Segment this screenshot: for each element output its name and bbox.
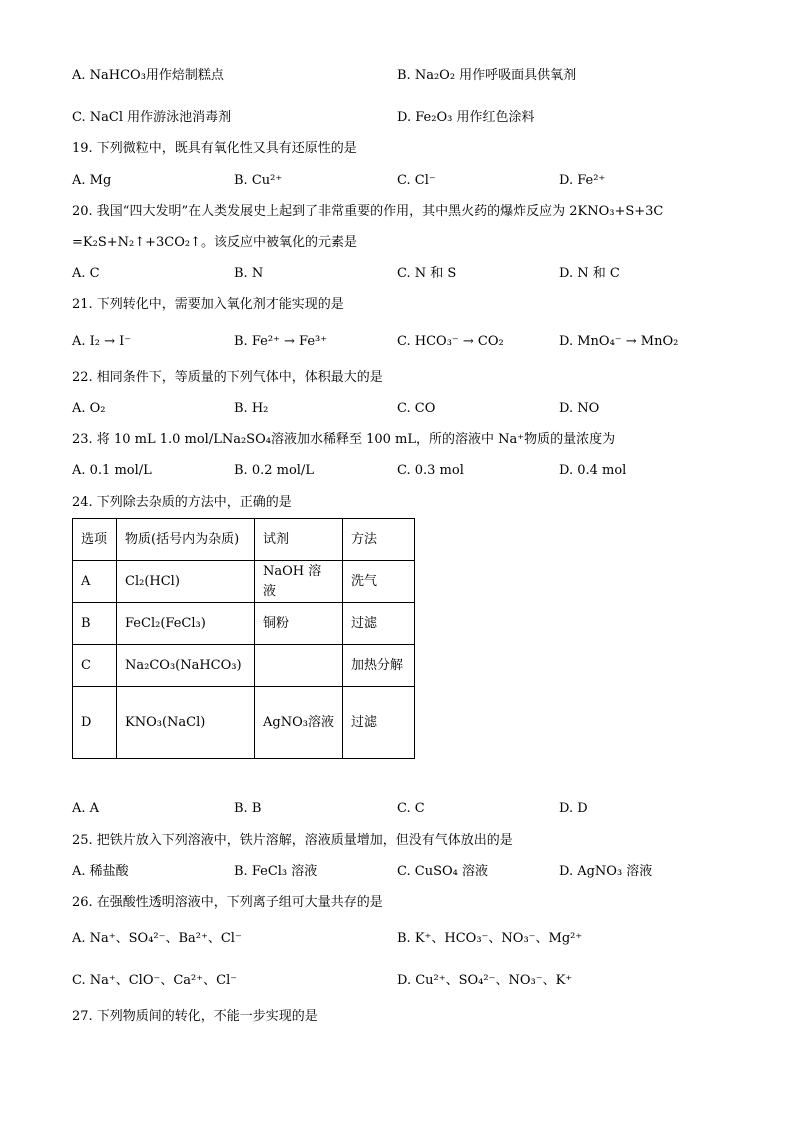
q18-option-a: A. NaHCO₃用作焙制糕点 <box>72 68 224 83</box>
q22-option-b: B. H₂ <box>234 401 269 416</box>
table-header-cell: 物质(括号内为杂质) <box>117 519 255 561</box>
q26-option-c: C. Na⁺、ClO⁻、Ca²⁺、Cl⁻ <box>72 973 238 988</box>
q20-stem-line1: 20. 我国“四大发明”在人类发展史上起到了非常重要的作用，其中黑火药的爆炸反应为 2KNO₃+S+3C <box>72 204 664 219</box>
table-cell: 过滤 <box>343 687 415 759</box>
table-header-cell: 试剂 <box>255 519 343 561</box>
table-cell: 洗气 <box>343 561 415 603</box>
table-cell: KNO₃(NaCl) <box>117 687 255 759</box>
table-cell: AgNO₃溶液 <box>255 687 343 759</box>
table-row <box>73 687 415 759</box>
q23-option-c: C. 0.3 mol <box>397 463 464 478</box>
table-cell <box>255 645 343 687</box>
q19-option-a: A. Mg <box>72 173 112 188</box>
q23-stem: 23. 将 10 mL 1.0 mol/LNa₂SO₄溶液加水稀释至 100 mL，所的溶液中 Na⁺物质的量浓度为 <box>72 432 616 447</box>
q18-option-c: C. NaCl 用作游泳池消毒剂 <box>72 110 232 125</box>
table-cell: FeCl₂(FeCl₃) <box>117 603 255 645</box>
q26-stem: 26. 在强酸性透明溶液中，下列离子组可大量共存的是 <box>72 895 383 910</box>
q27-stem: 27. 下列物质间的转化，不能一步实现的是 <box>72 1009 318 1024</box>
q21-option-d: D. MnO₄⁻ → MnO₂ <box>559 334 679 349</box>
q21-option-a: A. I₂ → I⁻ <box>72 334 132 349</box>
q25-option-a: A. 稀盐酸 <box>72 864 129 879</box>
q24-option-c: C. C <box>397 801 425 816</box>
q22-option-d: D. NO <box>559 401 600 416</box>
table-cell: Na₂CO₃(NaHCO₃) <box>117 645 255 687</box>
q24-table <box>72 518 415 759</box>
table-cell: B <box>73 603 117 645</box>
q26-option-d: D. Cu²⁺、SO₄²⁻、NO₃⁻、K⁺ <box>397 973 573 988</box>
q22-option-a: A. O₂ <box>72 401 106 416</box>
q19-option-b: B. Cu²⁺ <box>234 173 283 188</box>
table-cell: 铜粉 <box>255 603 343 645</box>
q20-option-b: B. N <box>234 266 264 281</box>
q20-option-c: C. N 和 S <box>397 266 457 281</box>
table-row <box>73 603 415 645</box>
q19-option-d: D. Fe²⁺ <box>559 173 606 188</box>
q25-option-c: C. CuSO₄ 溶液 <box>397 864 488 879</box>
q20-stem-line2: =K₂S+N₂↑+3CO₂↑。该反应中被氧化的元素是 <box>72 235 357 250</box>
table-header-cell: 方法 <box>343 519 415 561</box>
q24-stem: 24. 下列除去杂质的方法中，正确的是 <box>72 495 292 510</box>
q22-option-c: C. CO <box>397 401 436 416</box>
q24-option-b: B. B <box>234 801 262 816</box>
q23-option-b: B. 0.2 mol/L <box>234 463 314 478</box>
q24-option-d: D. D <box>559 801 588 816</box>
q20-option-a: A. C <box>72 266 100 281</box>
q23-option-a: A. 0.1 mol/L <box>72 463 152 478</box>
q19-stem: 19. 下列微粒中，既具有氧化性又具有还原性的是 <box>72 141 357 156</box>
q18-option-b: B. Na₂O₂ 用作呼吸面具供氧剂 <box>397 68 577 83</box>
table-cell: A <box>73 561 117 603</box>
table-row <box>73 645 415 687</box>
q23-option-d: D. 0.4 mol <box>559 463 627 478</box>
q21-stem: 21. 下列转化中，需要加入氧化剂才能实现的是 <box>72 297 344 312</box>
q26-option-b: B. K⁺、HCO₃⁻、NO₃⁻、Mg²⁺ <box>397 931 583 946</box>
q25-option-d: D. AgNO₃ 溶液 <box>559 864 653 879</box>
q25-stem: 25. 把铁片放入下列溶液中，铁片溶解，溶液质量增加，但没有气体放出的是 <box>72 833 513 848</box>
table-cell: Cl₂(HCl) <box>117 561 255 603</box>
table-cell: D <box>73 687 117 759</box>
q22-stem: 22. 相同条件下，等质量的下列气体中，体积最大的是 <box>72 370 383 385</box>
q25-option-b: B. FeCl₃ 溶液 <box>234 864 318 879</box>
table-header-cell: 选项 <box>73 519 117 561</box>
q26-option-a: A. Na⁺、SO₄²⁻、Ba²⁺、Cl⁻ <box>72 931 242 946</box>
table-cell: 加热分解 <box>343 645 415 687</box>
q20-option-d: D. N 和 C <box>559 266 620 281</box>
q19-option-c: C. Cl⁻ <box>397 173 436 188</box>
table-cell: NaOH 溶液 <box>255 561 343 603</box>
q21-option-b: B. Fe²⁺ → Fe³⁺ <box>234 334 328 349</box>
table-cell: C <box>73 645 117 687</box>
table-header-row <box>73 519 415 561</box>
q24-option-a: A. A <box>72 801 100 816</box>
table-row <box>73 561 415 603</box>
table-cell: 过滤 <box>343 603 415 645</box>
q21-option-c: C. HCO₃⁻ → CO₂ <box>397 334 504 349</box>
q18-option-d: D. Fe₂O₃ 用作红色涂料 <box>397 110 535 125</box>
